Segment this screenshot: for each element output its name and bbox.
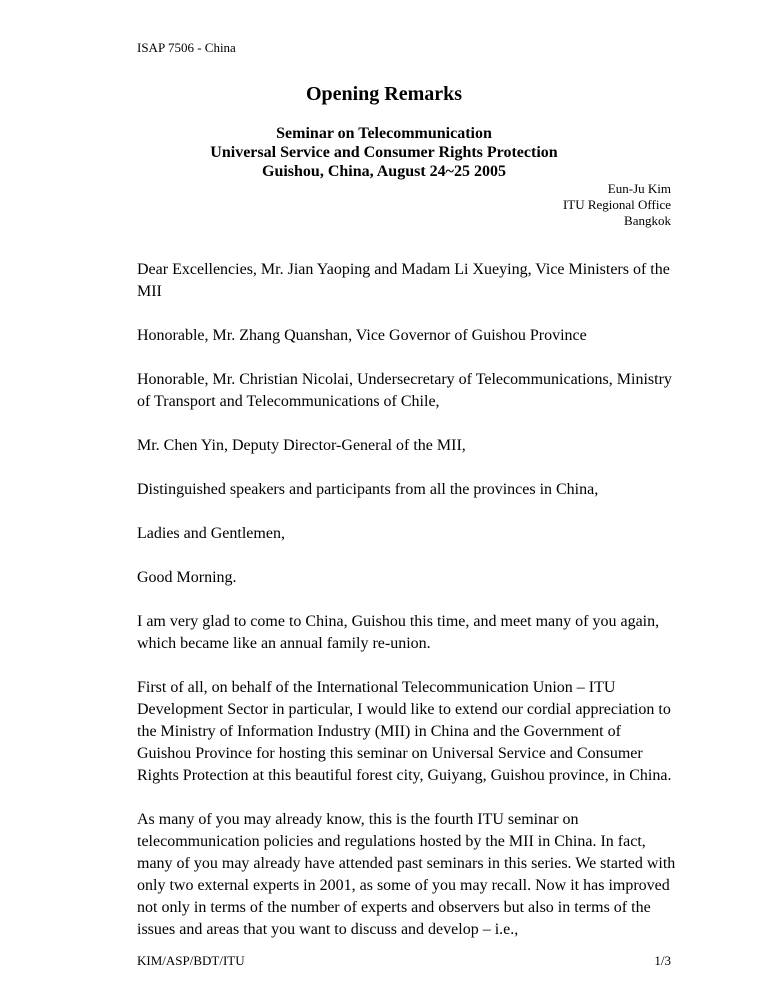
paragraph-salutation-ministers: Dear Excellencies, Mr. Jian Yaoping and Madam Li Xueying, Vice Ministers of the MII — [137, 261, 670, 300]
author-office: ITU Regional Office — [562, 197, 671, 212]
author-city: Bangkok — [624, 213, 671, 228]
page-title: Opening Remarks — [305, 83, 463, 105]
author-block — [563, 181, 671, 229]
event-line-2: Universal Service and Consumer Rights Protection — [210, 144, 558, 161]
paragraph-salutation-governor: Honorable, Mr. Zhang Quanshan, Vice Governor of Guishou Province — [137, 327, 587, 344]
event-line-3: Guishou, China, August 24~25 2005 — [262, 163, 506, 180]
event-line-1: Seminar on Telecommunication — [276, 125, 492, 142]
paragraph-seminar-history: As many of you may already know, this is the fourth ITU seminar on telecommunication policies and regulations hosted by the MII in China. In fact, many of you may already have attended past seminars in this series. We started with only two external experts in 2001, as some of you may recall. Now it has improved not only in terms of the number of experts and observers but also in terms of the issues and areas that you want to discuss and develop – i.e., — [137, 811, 676, 938]
paragraph-salutation-deputy: Mr. Chen Yin, Deputy Director-General of the MII, — [137, 437, 466, 454]
page-number: 1/3 — [654, 953, 671, 968]
author-name: Eun-Ju Kim — [607, 181, 671, 196]
paragraph-salutation-undersecretary: Honorable, Mr. Christian Nicolai, Undersecretary of Telecommunications, Ministry of Transport and Telecommunications of Chile, — [137, 371, 672, 410]
event-subtitle — [0, 124, 768, 181]
paragraph-salutation-participants: Distinguished speakers and participants from all the provinces in China, — [137, 481, 599, 498]
paragraph-intro: I am very glad to come to China, Guishou this time, and meet many of you again, which became like an annual family re-union. — [137, 613, 660, 652]
paragraph-salutation-ladies: Ladies and Gentlemen, — [137, 525, 285, 542]
footer-reference: KIM/ASP/BDT/ITU — [137, 953, 245, 968]
header-reference: ISAP 7506 - China — [137, 40, 236, 55]
paragraph-appreciation: First of all, on behalf of the International Telecommunication Union – ITU Development Sector in particular, I would like to extend our cordial appreciation to the Ministry of Information Industry (MII) in China and the Government of Guishou Province for hosting this seminar on Universal Service and Consumer Rights Protection at this beautiful forest city, Guiyang, Guishou province, in China. — [137, 679, 672, 784]
paragraph-greeting: Good Morning. — [137, 569, 237, 586]
